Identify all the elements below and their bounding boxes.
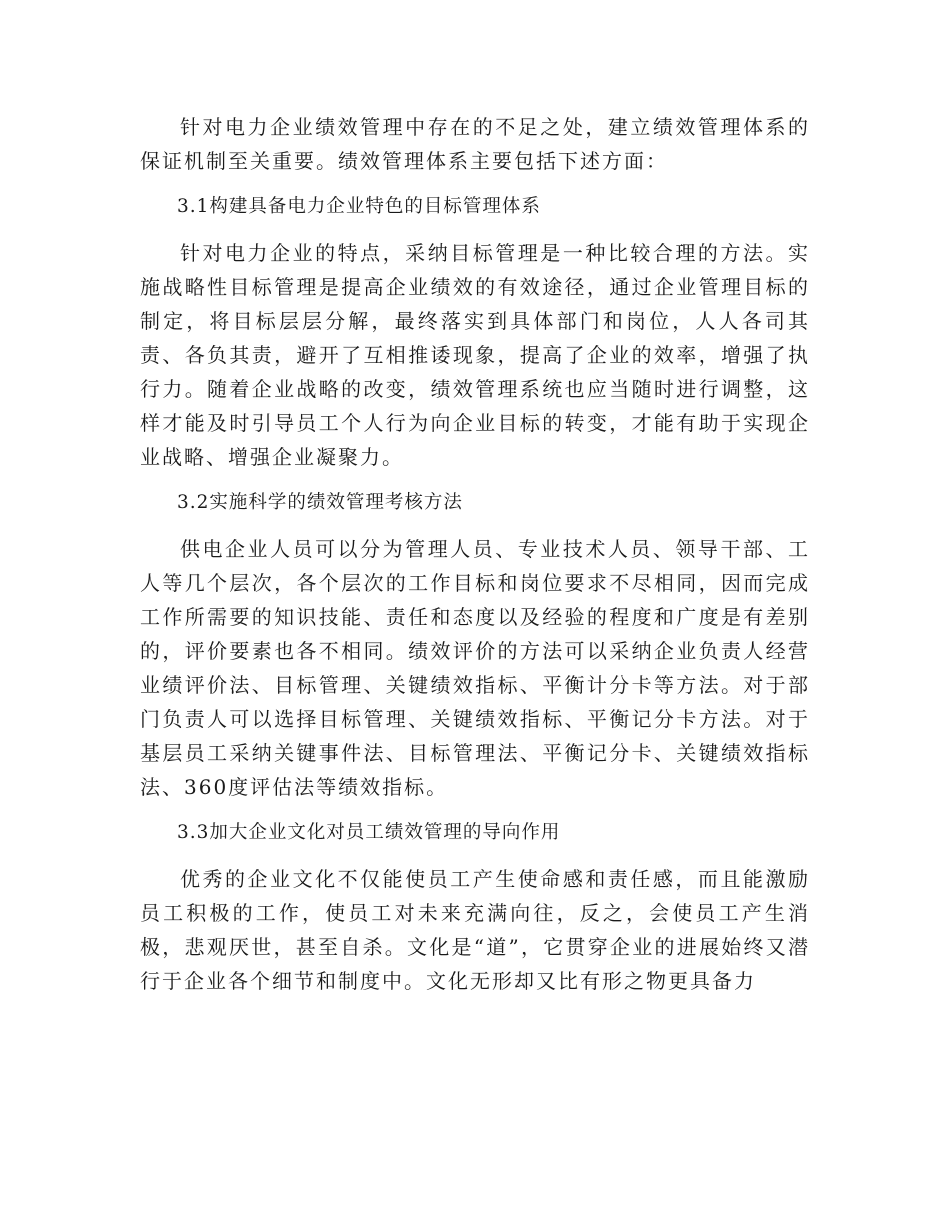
document-body: [140, 110, 810, 998]
section-3-2-paragraph: 供电企业人员可以分为管理人员、专业技术人员、领导干部、工人等几个层次，各个层次的工作目标和岗位要求不尽相同，因而完成工作所需要的知识技能、责任和态度以及经验的程度和广度是有差别的，评价要素也各不相同。绩效评价的方法可以采纳企业负责人经营业绩评价法、目标管理、关键绩效指标、平衡计分卡等方法。对于部门负责人可以选择目标管理、关键绩效指标、平衡记分卡方法。对于基层员工采纳关键事件法、目标管理法、平衡记分卡、关键绩效指标法、360度评估法等绩效指标。: [140, 537, 810, 799]
section-heading-3-1: 3.1构建具备电力企业特色的目标管理体系: [177, 196, 541, 217]
intro-paragraph: 针对电力企业绩效管理中存在的不足之处，建立绩效管理体系的保证机制至关重要。绩效管理体系主要包括下述方面：: [140, 115, 810, 173]
section-3-3-paragraph: 优秀的企业文化不仅能使员工产生使命感和责任感，而且能激励员工积极的工作，使员工对未来充满向往，反之，会使员工产生消极，悲观厌世，甚至自杀。文化是“道”，它贯穿企业的进展始终又潜行于企业各个细节和制度中。文化无形却又比有形之物更具备力: [140, 867, 810, 993]
section-heading-3-3: 3.3加大企业文化对员工绩效管理的导向作用: [177, 822, 561, 843]
section-heading-3-2: 3.2实施科学的绩效管理考核方法: [177, 492, 463, 513]
section-3-1-paragraph: 针对电力企业的特点，采纳目标管理是一种比较合理的方法。实施战略性目标管理是提高企业绩效的有效途径，通过企业管理目标的制定，将目标层层分解，最终落实到具体部门和岗位，人人各司其责、各负其责，避开了互相推诿现象，提高了企业的效率，增强了执行力。随着企业战略的改变，绩效管理系统也应当随时进行调整，这样才能及时引导员工个人行为向企业目标的转变，才能有助于实现企业战略、增强企业凝聚力。: [140, 241, 810, 469]
